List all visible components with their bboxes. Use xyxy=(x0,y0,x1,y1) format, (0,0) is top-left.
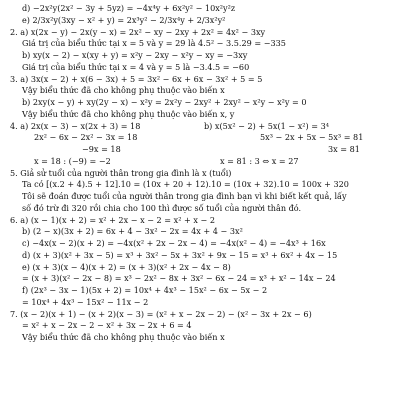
text-line: x = 81 : 3 ⇔ x = 27 xyxy=(220,155,299,166)
exercise-6f: f) (2x³ − 3x − 1)(5x + 2) = 10x⁴ + 4x³ − 15x² − 6x − 5x − 2 xyxy=(22,285,268,295)
exercise-6e: e) (x + 3)(x − 4)(x + 2) = (x + 3)(x² + 2x − 4x − 8) xyxy=(22,261,231,272)
text-line: 5x³ − 2x + 5x − 5x³ = 81 xyxy=(260,132,364,143)
text-line: Vậy biểu thức đã cho không phụ thuộc vào biến x xyxy=(22,332,225,342)
text-line: x = 18 : (−9) = −2 xyxy=(34,155,111,166)
text-line: b) x(5x² − 2) + 5x(1 − x²) = 3⁴ xyxy=(204,120,329,131)
text-line: = 10x⁴ + 4x³ − 15x² − 11x − 2 xyxy=(22,296,149,307)
exercise-4 xyxy=(10,121,390,168)
exercise-4a xyxy=(10,121,200,168)
text-line: 3x = 81 xyxy=(328,144,360,154)
text-line: = (x + 3)(x² − 2x − 8) = x³ − 2x² − 8x + 3x² − 6x − 24 = x³ + x² − 14x − 24 xyxy=(22,273,336,284)
text-line: e) 2/3x²y(3xy − x² + y) = 2x³y² − 2/3x⁴y + 2/3x²y² xyxy=(22,14,226,25)
exercise-5: 5. Giả sử tuổi của người thân trong gia đình là x (tuổi) xyxy=(10,167,232,178)
text-line: −9x = 18 xyxy=(82,144,121,154)
text-line: 4. a) 2x(x − 3) − x(2x + 3) = 18 xyxy=(10,120,141,131)
exercise-4b xyxy=(200,121,390,168)
exercise-6a: 6. a) (x − 1)(x + 2) = x² + 2x − x − 2 = x² + x − 2 xyxy=(10,214,216,225)
text-line: 2x² − 6x − 2x² − 3x = 18 xyxy=(34,132,138,143)
text-line: Giá trị của biểu thức tại x = 4 và y = 5 là −3.4.5 = −60 xyxy=(22,61,250,72)
exercise-2b: b) xy(x − 2) − x(xy + y) = x²y − 2xy − x²y − xy = −3xy xyxy=(22,50,248,60)
text-line: số đó trừ đi 320 rồi chia cho 100 thì được số tuổi của người thân đó. xyxy=(22,202,302,213)
text-line: Tôi sẽ đoán được tuổi của người thân trong gia đình bạn vì khi biết kết quả, lấy xyxy=(22,191,347,201)
text-line: Ta có [(x.2 + 4).5 + 12].10 = (10x + 20 + 12).10 = (10x + 32).10 = 100x + 320 xyxy=(22,179,349,190)
text-line: d) −2x²y(2x² − 3y + 5yz) = −4x⁴y + 6x²y² − 10x²y²z xyxy=(22,3,236,13)
exercise-7: 7. (x − 2)(x + 1) − (x + 2)(x − 3) = (x² + x − 2x − 2) − (x² − 3x + 2x − 6) xyxy=(10,308,312,319)
exercise-3b: b) 2xy(x − y) + xy(2y − x) − x²y = 2x²y − 2xy² + 2xy² − x²y − x²y = 0 xyxy=(22,97,307,107)
text-line: = x² + x − 2x − 2 − x² + 3x − 2x + 6 = 4 xyxy=(22,320,192,331)
exercise-3a: 3. a) 3x(x − 2) + x(6 − 3x) + 5 = 3x² − 6x + 6x − 3x² + 5 = 5 xyxy=(10,73,263,84)
exercise-2a: 2. a) x(2x − y) − 2x(y − x) = 2x² − xy − 2xy + 2x² = 4x² − 3xy xyxy=(10,26,266,37)
exercise-6b: b) (2 − x)(3x + 2) = 6x + 4 − 3x² − 2x = 4x + 4 − 3x² xyxy=(22,226,243,237)
text-line: Vậy biểu thức đã cho không phụ thuộc vào biến x xyxy=(22,85,225,96)
text-line: Vậy biểu thức đã cho không phụ thuộc vào biến x, y xyxy=(22,108,235,119)
exercise-6d: d) (x + 3)(x² + 3x − 5) = x³ + 3x² − 5x + 3x² + 9x − 15 = x³ + 6x² + 4x − 15 xyxy=(22,249,338,260)
text-line: Giá trị của biểu thức tại x = 5 và y = 29 là 4.5² − 3.5.29 = −335 xyxy=(22,38,286,49)
exercise-6c: c) −4x(x − 2)(x + 2) = −4x(x² + 2x − 2x − 4) = −4x(x² − 4) = −4x³ + 16x xyxy=(22,238,326,248)
